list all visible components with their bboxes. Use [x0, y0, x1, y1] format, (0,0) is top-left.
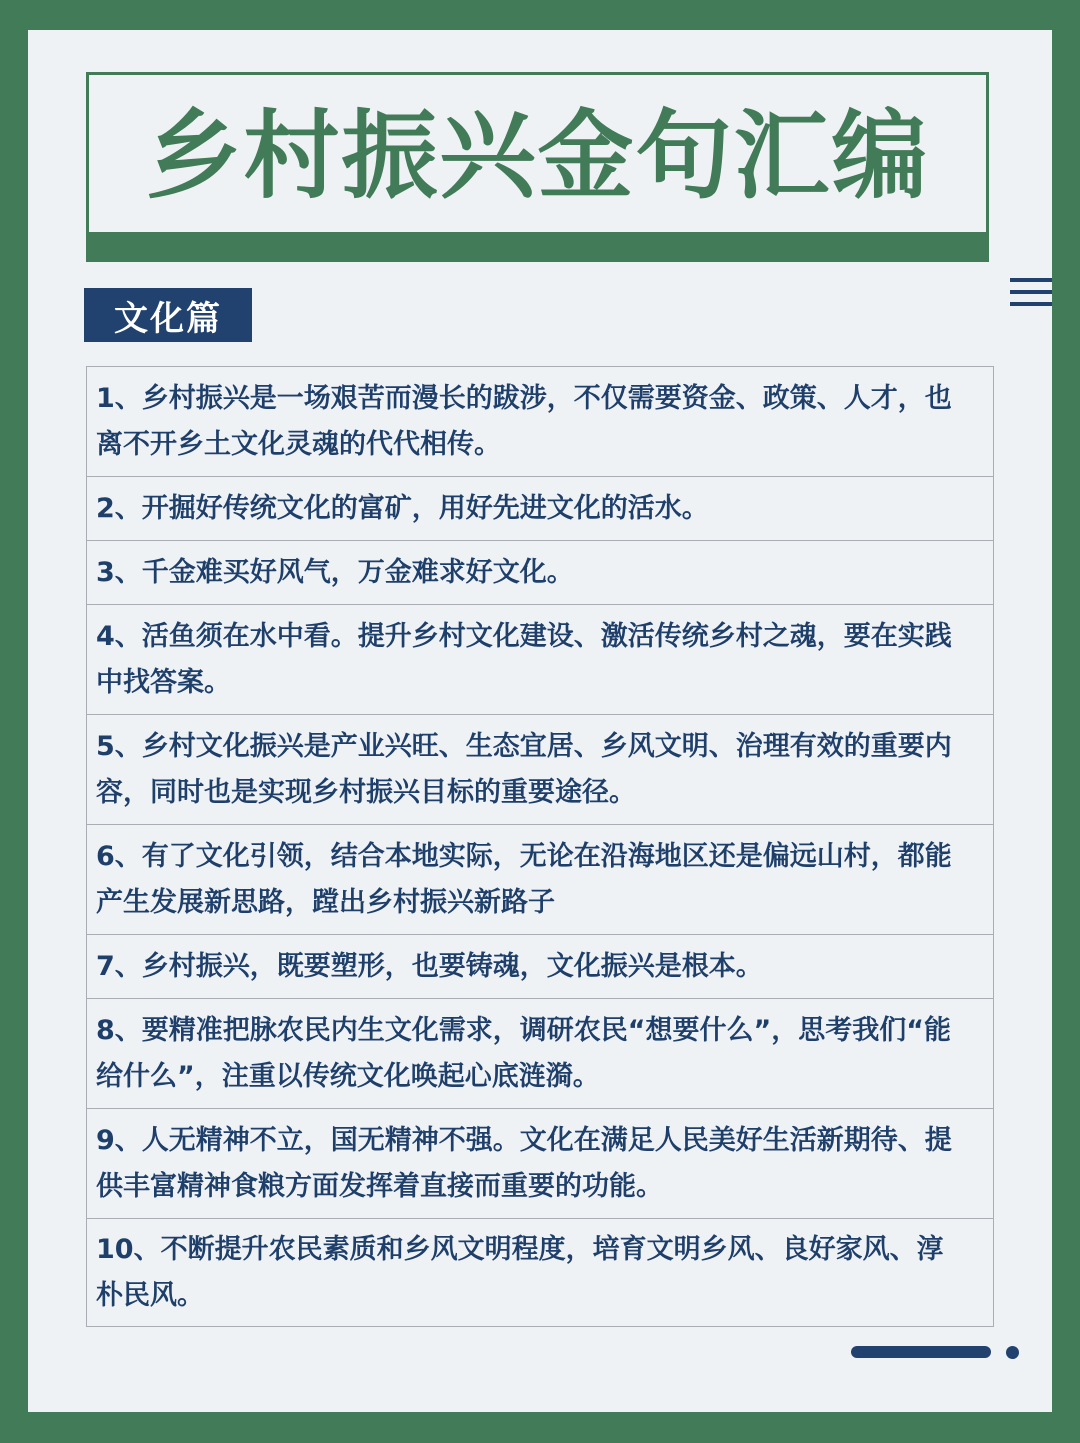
quote-text: 5、乡村文化振兴是产业兴旺、生态宜居、乡风文明、治理有效的重要内容，同时也是实现乡村振兴目标的重要途径。 [96, 730, 952, 808]
quote-item [86, 1109, 994, 1219]
content-card [28, 30, 1052, 1412]
quote-item [86, 605, 994, 715]
quote-text: 6、有了文化引领，结合本地实际，无论在沿海地区还是偏远山村，都能产生发展新思路，蹚出乡村振兴新路子 [96, 840, 952, 918]
quote-text: 9、人无精神不立，国无精神不强。文化在满足人民美好生活新期待、提供丰富精神食粮方面发挥着直接而重要的功能。 [96, 1124, 952, 1202]
quote-text: 3、千金难买好风气，万金难求好文化。 [96, 556, 574, 588]
quote-text: 7、乡村振兴，既要塑形，也要铸魂，文化振兴是根本。 [96, 950, 763, 982]
section-tag: 文化篇 [84, 288, 252, 342]
hamburger-menu-icon [1010, 278, 1052, 312]
quote-item [86, 999, 994, 1109]
quote-item [86, 825, 994, 935]
quote-text: 8、要精准把脉农民内生文化需求，调研农民“想要什么”，思考我们“能给什么”，注重以传统文化唤起心底涟漪。 [96, 1014, 952, 1092]
quote-item [86, 1219, 994, 1327]
quote-item [86, 477, 994, 541]
page-title: 乡村振兴金句汇编 [145, 99, 930, 212]
quote-text: 2、开掘好传统文化的富矿，用好先进文化的活水。 [96, 492, 709, 524]
quote-text: 10、不断提升农民素质和乡风文明程度，培育文明乡风、良好家风、淳朴民风。 [96, 1233, 944, 1311]
quote-item [86, 715, 994, 825]
decorative-bar [851, 1346, 991, 1358]
quote-text: 4、活鱼须在水中看。提升乡村文化建设、激活传统乡村之魂，要在实践中找答案。 [96, 620, 952, 698]
title-banner [86, 72, 989, 262]
quote-list [86, 366, 994, 1327]
decorative-dot [1006, 1346, 1019, 1359]
quote-item [86, 935, 994, 999]
quote-item [86, 541, 994, 605]
quote-text: 1、乡村振兴是一场艰苦而漫长的跋涉，不仅需要资金、政策、人才，也离不开乡土文化灵魂的代代相传。 [96, 382, 952, 460]
quote-item [86, 367, 994, 477]
